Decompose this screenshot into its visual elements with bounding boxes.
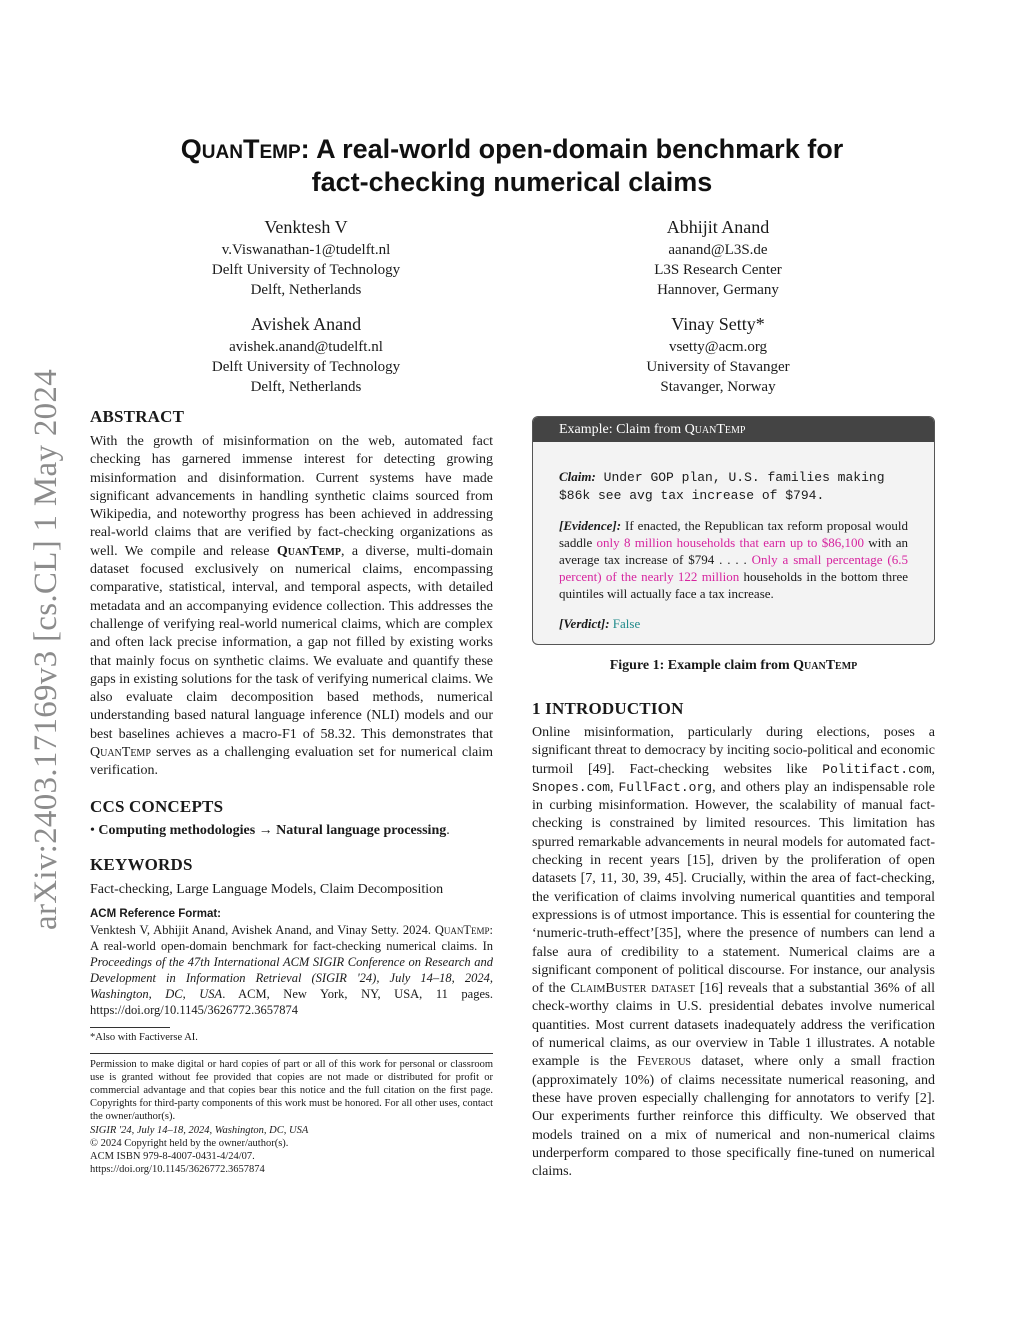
intro-text-part: Online misinformation, particularly during elections, poses a significant threat to democracy by inciting socio-political and economic turmoil [49]. Fact-checking websites like: [532, 725, 935, 777]
author-email: aanand@L3S.de: [668, 242, 768, 258]
ccs-heading: CCS CONCEPTS: [90, 796, 224, 816]
ccs-end: .: [446, 822, 450, 838]
abstract-heading: ABSTRACT: [90, 407, 185, 426]
intro-text-part: ,: [931, 761, 935, 777]
author-org: Delft University of Technology: [211, 359, 401, 375]
permission-rule: [90, 1053, 493, 1054]
permission-text: Permission to make digital or hard copies of part or all of this work for personal or classroom use is granted without fee provided that copies are not made or distributed for profit or commercial advantage and that copies bear this notice and the full citation on the first page. Copyrights for third-party components of this work must be honored. For all other uses, contact the owner/author(s).: [90, 1058, 493, 1123]
author-location: Delft, Netherlands: [250, 379, 362, 395]
ref-authors: Venktesh V, Abhijit Anand, Avishek Anand, and Vinay Setty. 2024.: [90, 922, 435, 937]
title-line2: fact-checking numerical claims: [311, 167, 713, 197]
evidence-label: [Evidence]:: [559, 518, 622, 533]
author-block: [156, 215, 456, 300]
evidence-text: households in the bottom three quintiles will actually face a tax increase.: [559, 569, 908, 601]
evidence-highlight: only 8 million households that earn up to $86,100: [596, 535, 864, 550]
author-name: Venktesh V: [264, 217, 348, 237]
keywords-text: Fact-checking, Large Language Models, Claim Decomposition: [90, 881, 444, 897]
caption-prefix: Figure 1: Example claim from: [609, 658, 794, 673]
figure-caption: [532, 657, 935, 675]
author-block: [568, 215, 868, 300]
author-org: University of Stavanger: [646, 359, 790, 375]
dataset-ref: Feverous: [637, 1054, 691, 1070]
verdict-value: False: [612, 616, 641, 631]
caption-name: QuanTemp: [793, 658, 858, 673]
ccs-concept: Computing methodologies → Natural language processing: [98, 822, 447, 838]
author-email: v.Viswanathan-1@tudelft.nl: [221, 242, 391, 258]
site-name: Snopes.com: [532, 779, 611, 795]
claim-label: Claim:: [559, 469, 596, 484]
ref-venue: Proceedings of the 47th International ACM SIGIR Conference on Research and Development in Information Retrieval (SIGIR '24), July 14–18, 2024, Washington, DC, USA: [90, 954, 493, 1001]
footnote: *Also with Factiverse AI.: [90, 1031, 198, 1043]
abstract-part3: serves as a challenging evaluation set for numerical claim verification.: [90, 745, 493, 779]
site-name: FullFact.org: [618, 779, 713, 795]
copyright: © 2024 Copyright held by the owner/author(s).: [90, 1137, 289, 1149]
figure-body: [533, 442, 934, 644]
left-column: [90, 406, 493, 1176]
claim-line: [559, 468, 908, 504]
paper-title: [120, 133, 904, 199]
author-block: [156, 312, 456, 397]
dataset-name: QuanTemp: [276, 543, 341, 559]
author-name: Vinay Setty*: [671, 314, 765, 334]
isbn: ACM ISBN 979-8-4007-0431-4/24/07.: [90, 1151, 255, 1163]
ccs-item: [90, 822, 493, 840]
conference-info: SIGIR '24, July 14–18, 2024, Washington, DC, USA: [90, 1124, 309, 1136]
author-org: L3S Research Center: [654, 262, 782, 278]
intro-text-part: dataset, where only a small fraction (approximately 10%) of claims necessitate numerical reasoning, and these have proven especially challenging for annotators to verify [2]. Our experiments further reinforce this difficulty. We observed that models trained on a mix of numerical and non-numerical claims underperform compared to those specifically fine-tuned on numerical claims.: [532, 1054, 935, 1180]
ref-title: : A real-world open-domain benchmark for fact-checking numerical claims. In: [90, 922, 493, 953]
acm-ref-text: [90, 922, 493, 1018]
author-email: avishek.anand@tudelft.nl: [229, 339, 383, 355]
author-org: Delft University of Technology: [211, 262, 401, 278]
dataset-ref: ClaimBuster dataset: [570, 981, 695, 997]
intro-text-part: [16] reveals that a substantial 36% of all check-worthy claims in U.S. presidential debates involve numerical quantities. Most current datasets inadequately address the verification of numerical claims, as our overview in Table 1 illustrates. A notable example is the: [532, 981, 936, 1070]
author-location: Hannover, Germany: [657, 282, 779, 298]
author-block: [568, 312, 868, 397]
abstract-part2: , a diverse, multi-domain dataset focused exclusively on numerical claims, encompassing comparative, statistical, interval, and temporal aspects, with detailed metadata and an accompanying evidence collection. This addresses the challenge of verifying real-world numerical claims, which are complex and often lack precise information, a gap not filled by existing works that mainly focus on synthetic claims. We evaluate and quantify these gaps in existing solutions for the task of verifying numerical claims. We also evaluate claim decomposition based methods, numerical understanding based natural language inference (NLI) models and our best baselines achieves a macro-F1 of 58.32. This demonstrates that: [90, 543, 493, 742]
arxiv-stamp-text: arXiv:2403.17169v3 [cs.CL] 1 May 2024: [28, 368, 64, 930]
permission-block: [90, 1058, 493, 1177]
bullet: •: [90, 822, 95, 838]
acm-ref-heading: ACM Reference Format:: [90, 907, 221, 920]
author-location: Delft, Netherlands: [250, 282, 362, 298]
figure-box: [532, 416, 935, 645]
verdict-line: [559, 615, 908, 632]
author-name: Abhijit Anand: [666, 217, 770, 237]
evidence-highlight: Only a small percentage (6.5 percent) of the nearly 122 million: [559, 552, 908, 584]
doi-link[interactable]: https://doi.org/10.1145/3626772.3657874: [90, 1164, 265, 1176]
abstract-part1: With the growth of misinformation on the web, automated fact checking has garnered immense interest for detecting growing misinformation and disinformation. Current systems have made significant advancements in handling synthetic claims sourced from Wikipedia, and noteworthy progress has been achieved in addressing real-world claims that are verified by fact-checking organizations as well. We compile and release: [90, 434, 493, 559]
intro-text: [532, 724, 935, 1181]
right-column: [532, 416, 935, 1181]
intro-text-part: ,: [610, 779, 619, 795]
abstract-text: [90, 433, 493, 781]
author-name: Avishek Anand: [250, 314, 362, 334]
figure-header: [533, 417, 934, 442]
title-name: QuanTemp: [180, 134, 301, 164]
figure-header-prefix: Example: Claim from: [559, 422, 685, 437]
title-rest: : A real-world open-domain benchmark for: [300, 134, 844, 164]
evidence-text: If enacted, the Republican tax reform proposal would saddle: [559, 518, 908, 550]
ref-tail: . ACM, New York, NY, USA, 11 pages. https://doi.org/10.1145/3626772.3657874: [90, 986, 494, 1017]
figure-header-name: QuanTemp: [684, 422, 746, 437]
evidence-text: with an average tax increase of $794 . . . .: [559, 535, 908, 567]
intro-text-part: , and others play an indispensable role in curbing misinformation. However, the scalability of manual fact-checking is constrained by limited resources. This limitation has spurred remarkable advancements in neural models for automated fact-checking in recent years [15], driven by the proliferation of open datasets [7, 11, 30, 39, 45]. Crucially, within the area of fact-checking, the verification of claims involving numerical quantities and temporal expressions is of utmost importance. This is essential for countering the ‘numeric-truth-effect’[35], where the presence of numbers can lend a false aura of credibility to a statement. Numerical claims are a significant component of political discourse. For instance, our analysis of the: [532, 779, 936, 997]
intro-heading: 1 INTRODUCTION: [532, 699, 684, 718]
evidence-line: [559, 517, 908, 602]
verdict-label: [Verdict]:: [559, 616, 610, 631]
author-location: Stavanger, Norway: [660, 379, 776, 395]
dataset-name: QuanTemp: [90, 745, 151, 761]
claim-text: Under GOP plan, U.S. families making $86k see avg tax increase of $794.: [559, 470, 885, 503]
footnote-rule: [90, 1027, 170, 1028]
arxiv-stamp: [28, 350, 64, 930]
ref-name: QuanTemp: [434, 922, 490, 937]
author-email: vsetty@acm.org: [668, 339, 768, 355]
site-name: Politifact.com: [822, 761, 932, 777]
keywords-heading: KEYWORDS: [90, 854, 193, 874]
